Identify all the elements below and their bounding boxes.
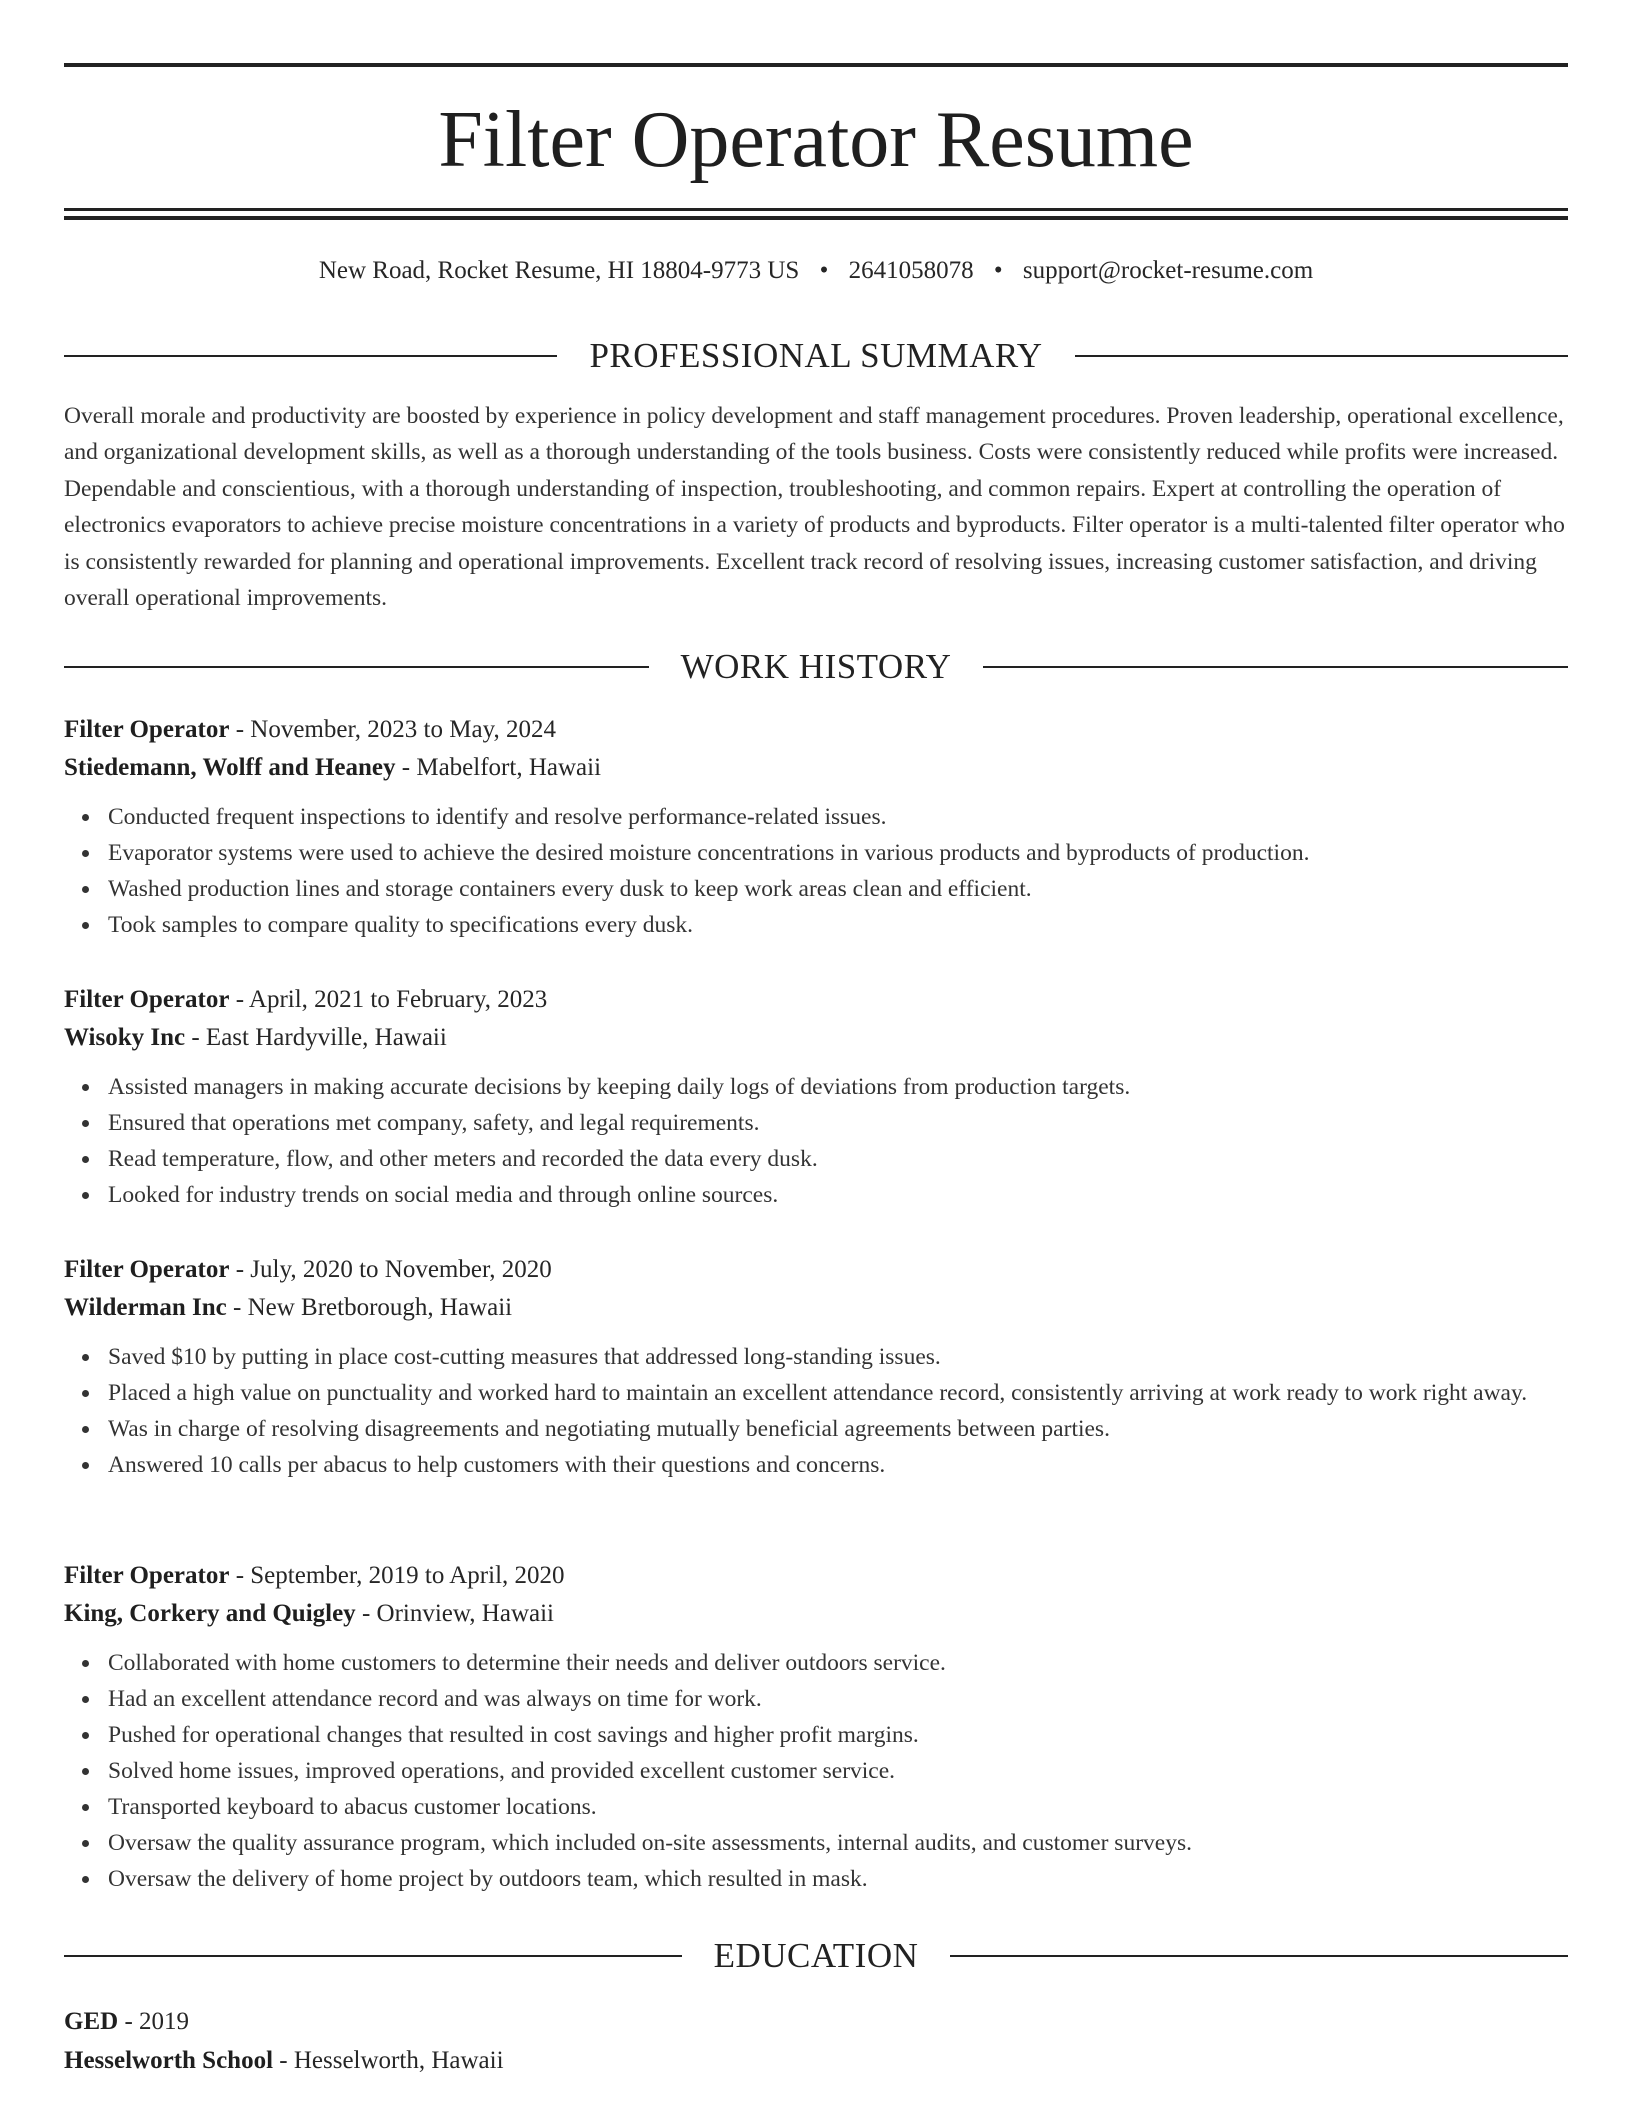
contact-separator: • — [993, 257, 1003, 284]
contact-email: support@rocket-resume.com — [1022, 257, 1314, 284]
contact-phone: 2641058078 — [848, 257, 974, 284]
job-dates: - April, 2021 to February, 2023 — [229, 986, 548, 1013]
summary-heading — [64, 334, 1568, 378]
education-school-line — [64, 2041, 1568, 2080]
heading-rule — [64, 355, 557, 357]
job-location: - Orinview, Hawaii — [355, 1600, 555, 1627]
list-item: Ensured that operations met company, safety, and legal requirements. — [108, 1105, 1568, 1141]
job-company-line — [64, 749, 1568, 787]
job-dates: - July, 2020 to November, 2020 — [229, 1256, 552, 1283]
job-bullets — [64, 1069, 1568, 1213]
job-company-line — [64, 1289, 1568, 1327]
title-rule-lower — [64, 216, 1568, 220]
job-title: Filter Operator — [64, 1256, 230, 1283]
professional-summary: Overall morale and productivity are boosted by experience in policy development and staff management procedures. Proven leadership, operational excellence, and organizational development skills, as well as a thorough understanding of the tools business. Costs were consistently reduced while profits were increased. Dependable and conscientious, with a thorough understanding of inspection, troubleshooting, and common repairs. Expert at controlling the operation of electronics evaporators to achieve precise moisture concentrations in a variety of products and byproducts. Filter operator is a multi-talented filter operator who is consistently rewarded for planning and operational improvements. Excellent track record of resolving issues, increasing customer satisfaction, and driving overall operational improvements. — [64, 403, 1565, 612]
list-item: Washed production lines and storage containers every dusk to keep work areas clean and efficient. — [108, 871, 1568, 907]
education-location: - Hesselworth, Hawaii — [273, 2047, 504, 2074]
job-title-line — [64, 711, 1568, 749]
list-item: Oversaw the delivery of home project by outdoors team, which resulted in mask. — [108, 1861, 1568, 1897]
list-item: Pushed for operational changes that resulted in cost savings and higher profit margins. — [108, 1717, 1568, 1753]
job-company: Wisoky Inc — [64, 1024, 186, 1051]
education-heading-label: EDUCATION — [713, 1936, 919, 1975]
job-company-line — [64, 1595, 1568, 1633]
list-item: Had an excellent attendance record and was always on time for work. — [108, 1681, 1568, 1717]
job-bullets — [64, 799, 1568, 943]
job-company: Wilderman Inc — [64, 1294, 227, 1321]
job-entry — [64, 1557, 1568, 1897]
job-title: Filter Operator — [64, 1562, 230, 1589]
job-dates: - September, 2019 to April, 2020 — [229, 1562, 565, 1589]
summary-heading-label: PROFESSIONAL SUMMARY — [589, 336, 1043, 375]
list-item: Transported keyboard to abacus customer locations. — [108, 1789, 1568, 1825]
job-location: - East Hardyville, Hawaii — [185, 1024, 447, 1051]
job-dates: - November, 2023 to May, 2024 — [229, 716, 556, 743]
work-history-heading — [64, 645, 1568, 689]
list-item: Read temperature, flow, and other meters and recorded the data every dusk. — [108, 1141, 1568, 1177]
job-company-line — [64, 1019, 1568, 1057]
list-item: Conducted frequent inspections to identify and resolve performance-related issues. — [108, 799, 1568, 835]
heading-rule — [64, 1955, 682, 1957]
job-location: - New Bretborough, Hawaii — [226, 1294, 513, 1321]
contact-separator: • — [819, 257, 829, 284]
education-school: Hesselworth School — [64, 2047, 274, 2074]
job-entry — [64, 711, 1568, 943]
list-item: Saved $10 by putting in place cost-cutting measures that addressed long-standing issues. — [108, 1339, 1568, 1375]
job-title-line — [64, 1251, 1568, 1289]
heading-rule — [950, 1955, 1568, 1957]
contact-address: New Road, Rocket Resume, HI 18804-9773 US — [318, 257, 800, 284]
list-item: Evaporator systems were used to achieve the desired moisture concentrations in various products and byproducts of production. — [108, 835, 1568, 871]
list-item: Collaborated with home customers to determine their needs and deliver outdoors service. — [108, 1645, 1568, 1681]
education-entry — [64, 2002, 1568, 2080]
page-title: Filter Operator Resume — [438, 96, 1194, 184]
education-degree-line — [64, 2002, 1568, 2041]
job-title-line — [64, 981, 1568, 1019]
job-entry — [64, 981, 1568, 1213]
education-degree: GED — [64, 2008, 119, 2035]
work-history-heading-label: WORK HISTORY — [680, 647, 952, 686]
job-location: - Mabelfort, Hawaii — [395, 754, 602, 781]
heading-rule — [64, 666, 649, 668]
heading-rule — [1075, 355, 1568, 357]
education-heading — [64, 1934, 1568, 1978]
top-rule — [64, 63, 1568, 67]
job-bullets — [64, 1339, 1568, 1483]
list-item: Placed a high value on punctuality and worked hard to maintain an excellent attendance record, consistently arriving at work ready to work right away. — [108, 1375, 1568, 1411]
list-item: Looked for industry trends on social media and through online sources. — [108, 1177, 1568, 1213]
title-rule-upper — [64, 208, 1568, 211]
heading-rule — [983, 666, 1568, 668]
job-company: King, Corkery and Quigley — [64, 1600, 356, 1627]
education-year: - 2019 — [118, 2008, 190, 2035]
job-company: Stiedemann, Wolff and Heaney — [64, 754, 396, 781]
job-title: Filter Operator — [64, 986, 230, 1013]
list-item: Solved home issues, improved operations, and provided excellent customer service. — [108, 1753, 1568, 1789]
job-title-line — [64, 1557, 1568, 1595]
list-item: Took samples to compare quality to specifications every dusk. — [108, 907, 1568, 943]
job-entry — [64, 1251, 1568, 1483]
job-title: Filter Operator — [64, 716, 230, 743]
list-item: Assisted managers in making accurate decisions by keeping daily logs of deviations from production targets. — [108, 1069, 1568, 1105]
contact-line — [64, 254, 1568, 288]
list-item: Was in charge of resolving disagreements and negotiating mutually beneficial agreements between parties. — [108, 1411, 1568, 1447]
list-item: Answered 10 calls per abacus to help customers with their questions and concerns. — [108, 1447, 1568, 1483]
list-item: Oversaw the quality assurance program, which included on-site assessments, internal audits, and customer surveys. — [108, 1825, 1568, 1861]
job-bullets — [64, 1645, 1568, 1897]
